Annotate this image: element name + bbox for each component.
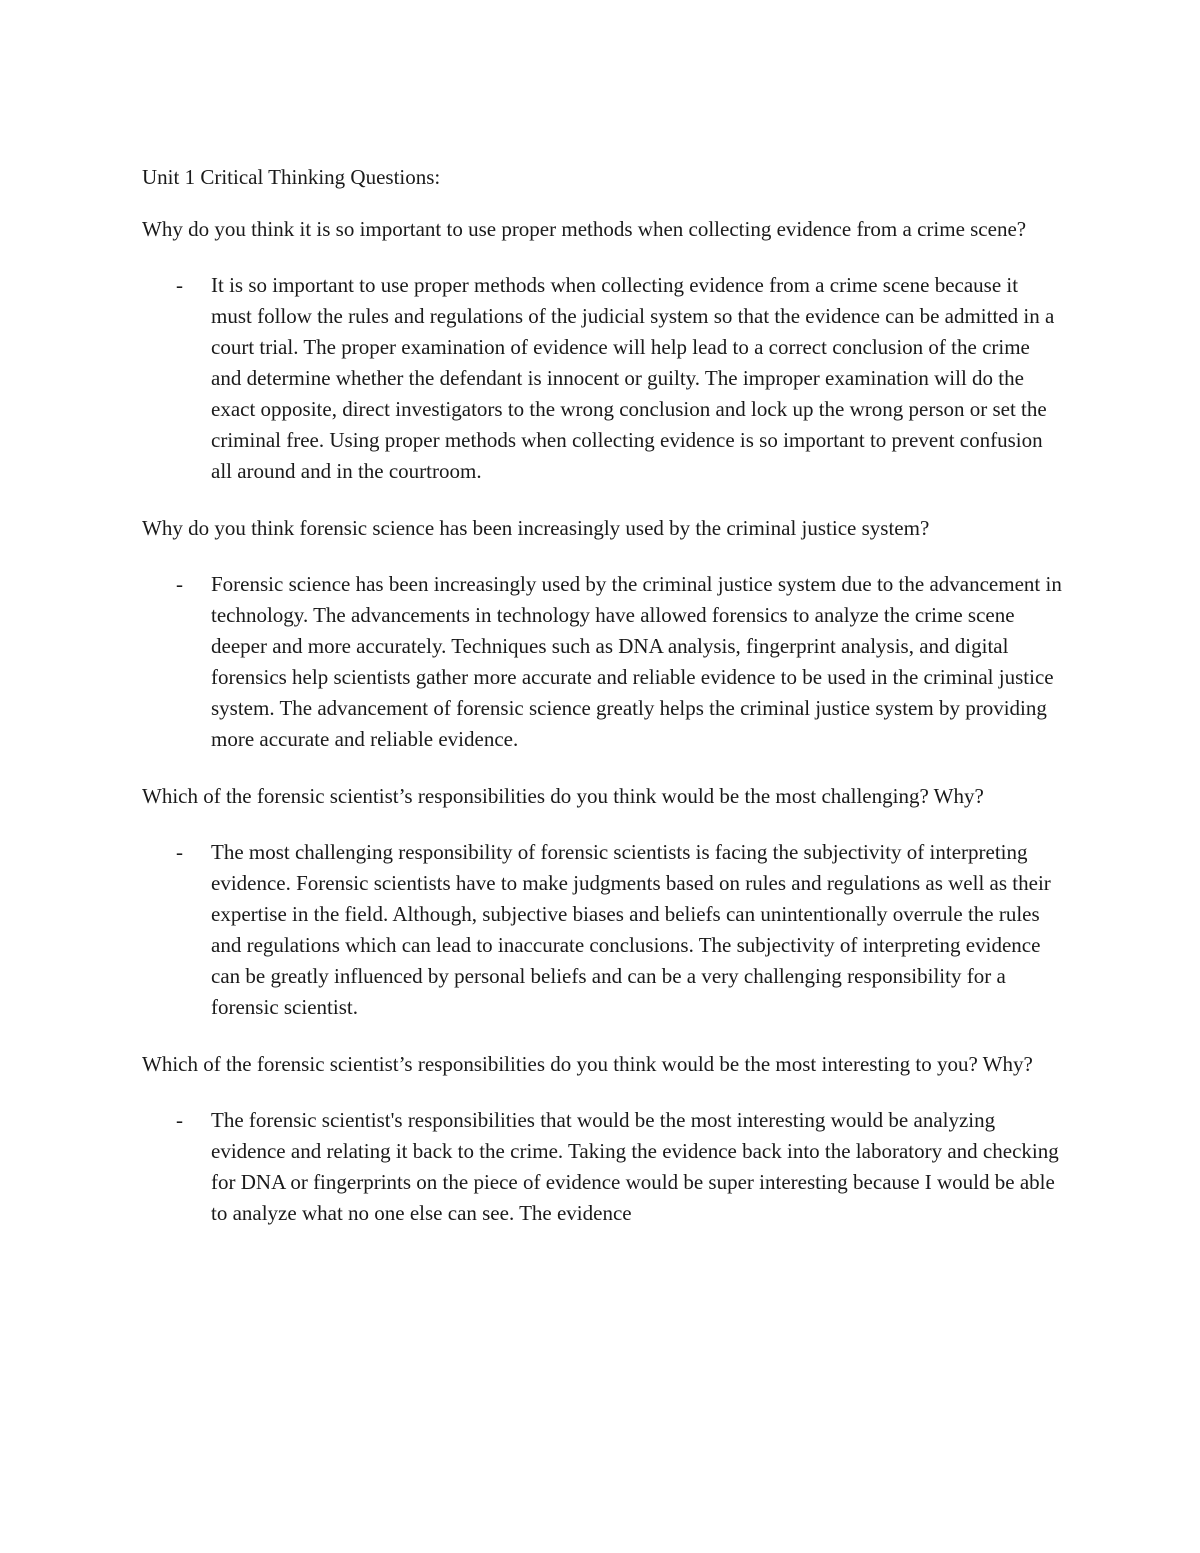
question-4: Which of the forensic scientist’s responsibilities do you think would be the most interesting to you? Why? bbox=[142, 1052, 1033, 1076]
bullet-dash: - bbox=[176, 572, 183, 596]
document-body bbox=[142, 162, 1062, 1255]
question-1: Why do you think it is so important to use proper methods when collecting evidence from a crime scene? bbox=[142, 217, 1027, 241]
answer-text: Forensic science has been increasingly used by the criminal justice system due to the advancement in technology. The advancements in technology have allowed forensics to analyze the crime scene deeper and more accurately. Techniques such as DNA analysis, fingerprint analysis, and digital forensics help scientists gather more accurate and reliable evidence to be used in the criminal justice system. The advancement of forensic science greatly helps the criminal justice system by providing more accurate and reliable evidence. bbox=[211, 572, 1062, 751]
bullet-dash: - bbox=[176, 273, 183, 297]
answer-3 bbox=[142, 837, 1062, 1023]
answer-4 bbox=[142, 1105, 1062, 1229]
bullet-dash: - bbox=[176, 840, 183, 864]
answer-1 bbox=[142, 270, 1062, 487]
question-2: Why do you think forensic science has been increasingly used by the criminal justice system? bbox=[142, 516, 930, 540]
question-3: Which of the forensic scientist’s responsibilities do you think would be the most challenging? Why? bbox=[142, 784, 984, 808]
answer-2 bbox=[142, 569, 1062, 755]
bullet-dash: - bbox=[176, 1108, 183, 1132]
document-title: Unit 1 Critical Thinking Questions: bbox=[142, 165, 441, 189]
answer-text: The forensic scientist's responsibilities that would be the most interesting would be analyzing evidence and relating it back to the crime. Taking the evidence back into the laboratory and checking for DNA or fingerprints on the piece of evidence would be super interesting because I would be able to analyze what no one else can see. The evidence bbox=[211, 1108, 1059, 1225]
answer-text: The most challenging responsibility of forensic scientists is facing the subjectivity of interpreting evidence. Forensic scientists have to make judgments based on rules and regulations as well as their expertise in the field. Although, subjective biases and beliefs can unintentionally overrule the rules and regulations which can lead to inaccurate conclusions. The subjectivity of interpreting evidence can be greatly influenced by personal beliefs and can be a very challenging responsibility for a forensic scientist. bbox=[211, 840, 1051, 1019]
answer-text: It is so important to use proper methods when collecting evidence from a crime scene because it must follow the rules and regulations of the judicial system so that the evidence can be admitted in a court trial. The proper examination of evidence will help lead to a correct conclusion of the crime and determine whether the defendant is innocent or guilty. The improper examination will do the exact opposite, direct investigators to the wrong conclusion and lock up the wrong person or set the criminal free. Using proper methods when collecting evidence is so important to prevent confusion all around and in the courtroom. bbox=[211, 273, 1055, 483]
